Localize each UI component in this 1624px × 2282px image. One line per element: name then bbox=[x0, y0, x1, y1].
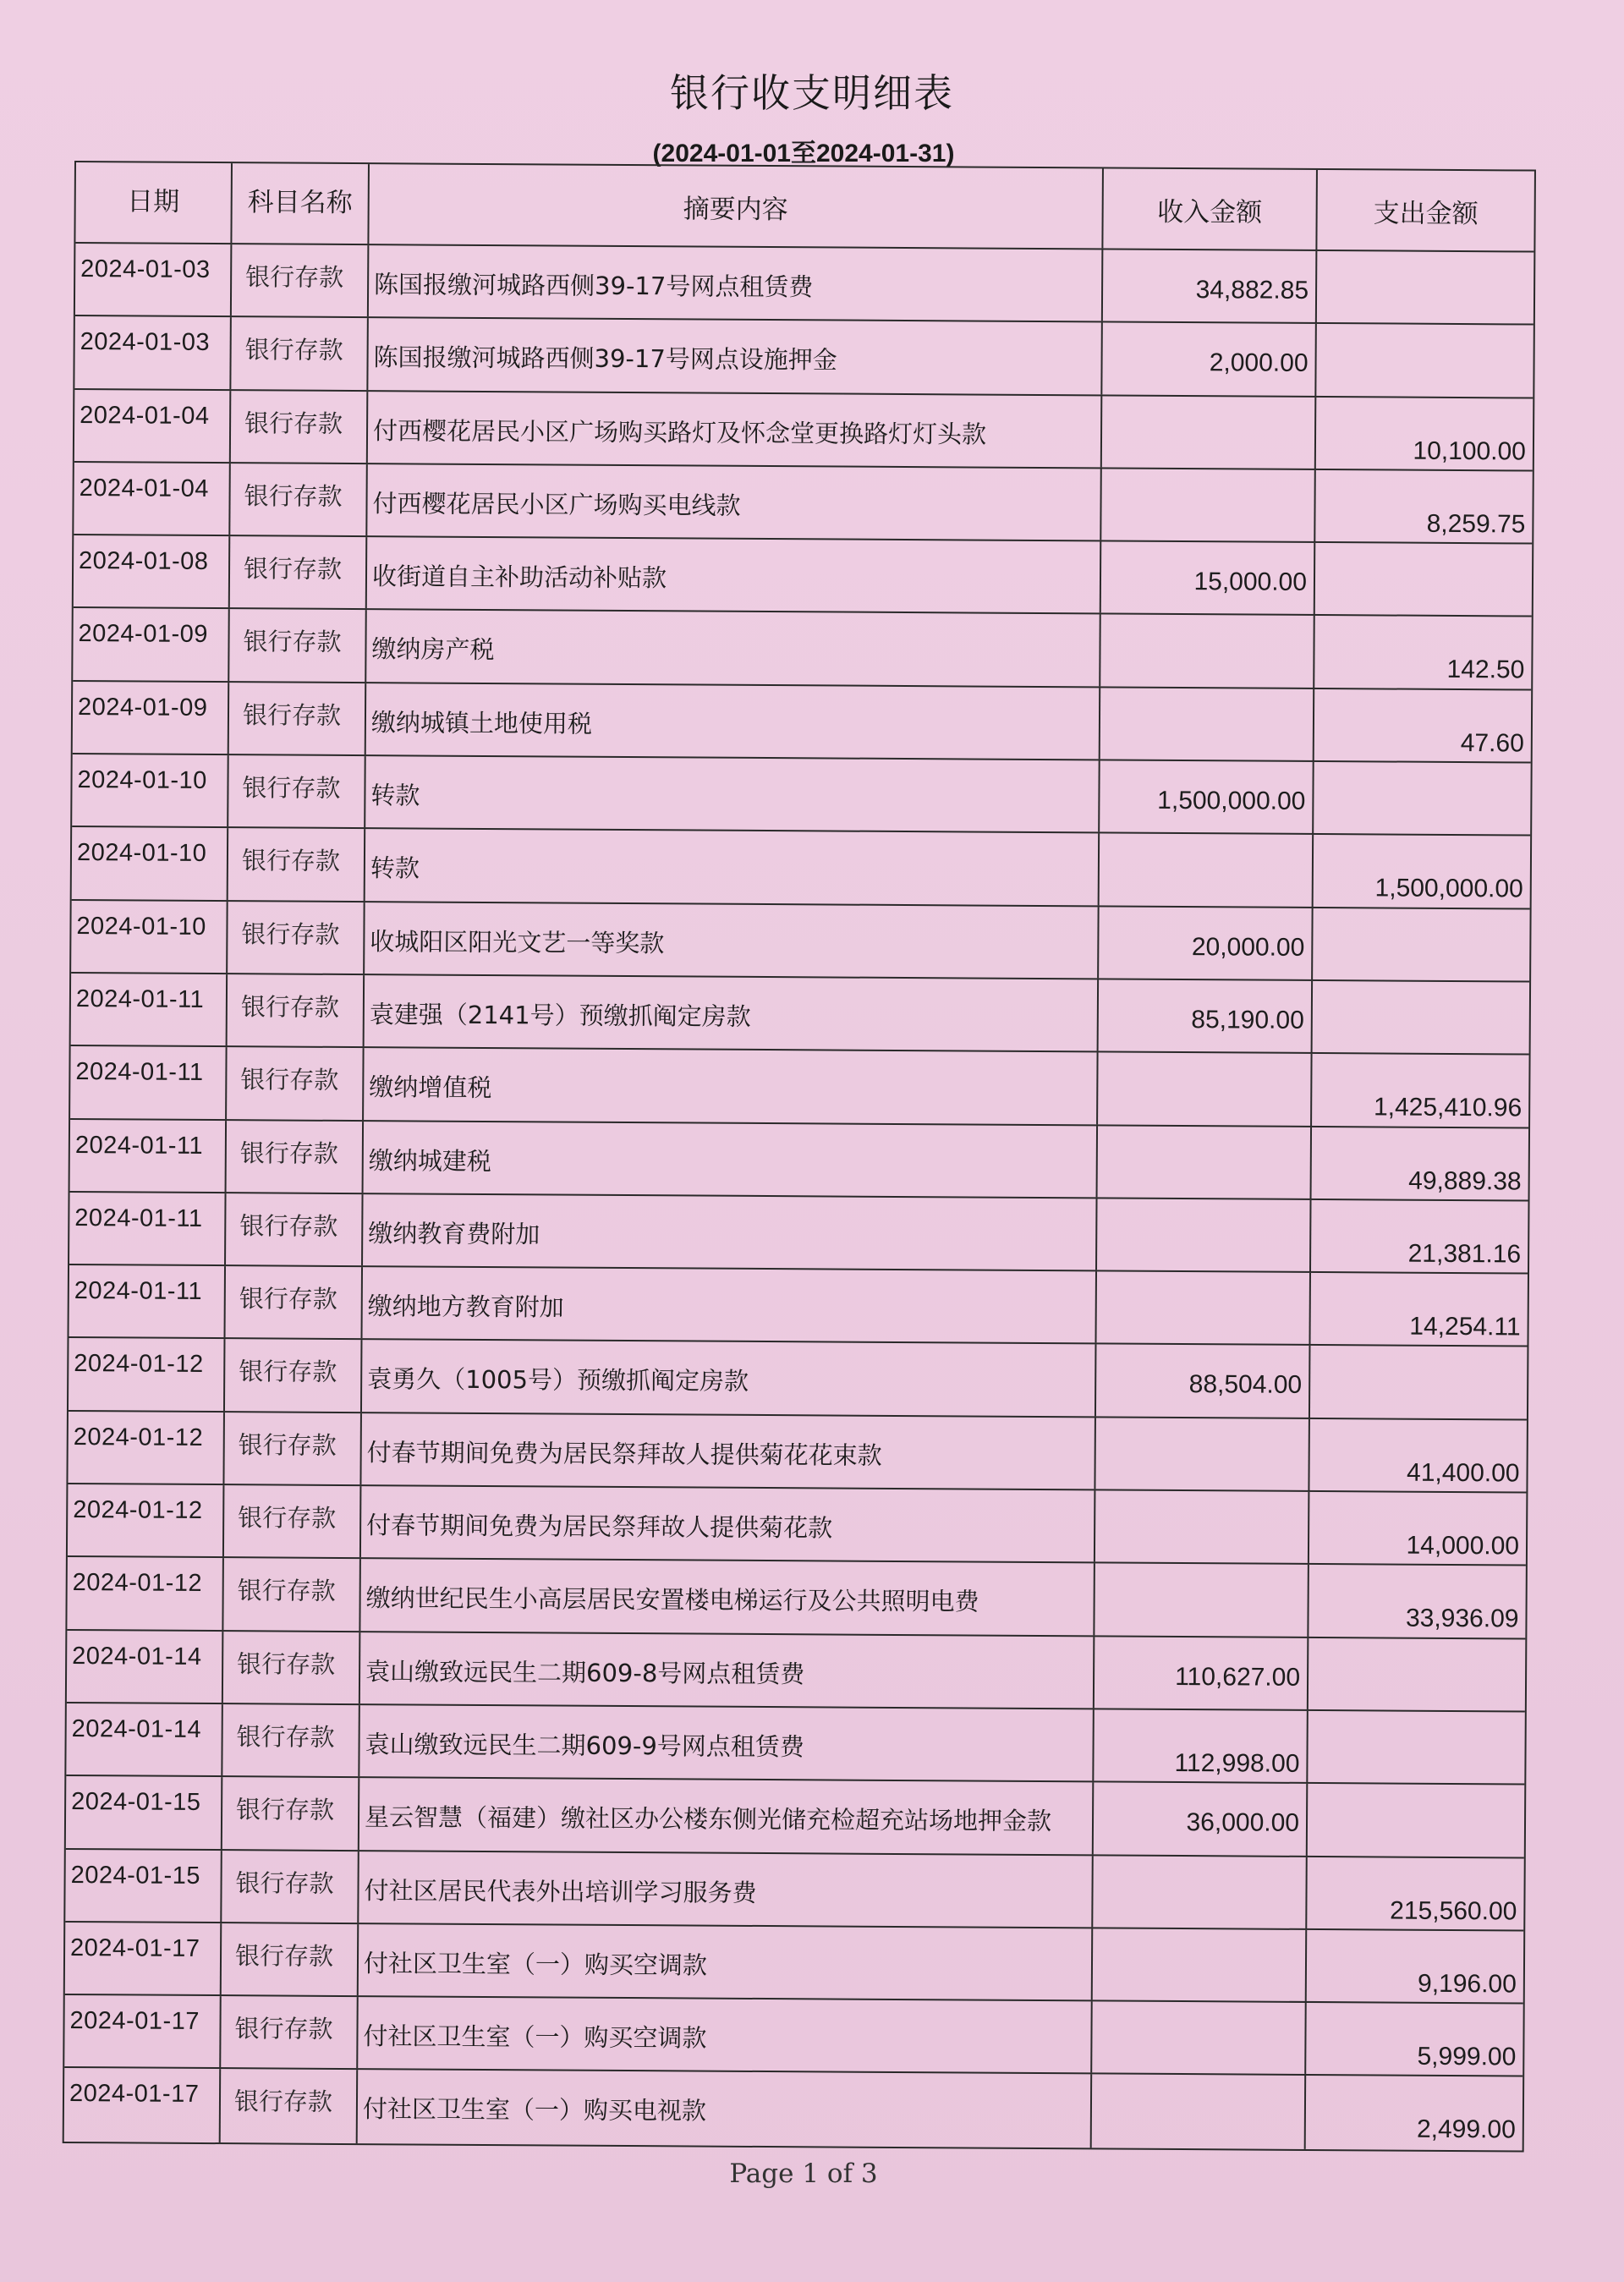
row-income: 85,190.00 bbox=[1099, 979, 1314, 1052]
table-row bbox=[71, 901, 1529, 983]
row-subject: 银行存款 bbox=[221, 1996, 359, 2068]
row-subject: 银行存款 bbox=[221, 2070, 359, 2143]
ledger-table bbox=[63, 161, 1536, 2152]
table-row bbox=[65, 1850, 1523, 1932]
row-summary: 转款 bbox=[365, 829, 1100, 905]
row-expense bbox=[1315, 543, 1533, 616]
row-expense bbox=[1308, 1784, 1525, 1857]
row-subject: 银行存款 bbox=[222, 1923, 359, 1995]
table-row bbox=[71, 974, 1529, 1056]
row-income bbox=[1093, 1928, 1308, 2001]
row-expense: 14,000.00 bbox=[1406, 1531, 1520, 1561]
row-expense bbox=[1313, 981, 1530, 1054]
table-row bbox=[65, 1923, 1523, 2005]
row-income: 15,000.00 bbox=[1101, 542, 1316, 615]
row-summary: 缴纳城建税 bbox=[364, 1122, 1098, 1198]
row-date: 2024-01-12 bbox=[67, 1557, 224, 1629]
table-row bbox=[66, 1703, 1524, 1786]
row-income bbox=[1093, 1856, 1308, 1928]
row-subject: 银行存款 bbox=[230, 536, 368, 608]
row-date: 2024-01-17 bbox=[65, 1923, 222, 1994]
row-summary: 缴纳世纪民生小高层居民安置楼电梯运行及公共照明电费 bbox=[360, 1559, 1095, 1635]
table-row bbox=[74, 535, 1532, 617]
table-row bbox=[70, 1046, 1528, 1128]
table-row bbox=[75, 244, 1533, 326]
row-income: 36,000.00 bbox=[1094, 1783, 1309, 1856]
row-subject: 银行存款 bbox=[226, 1193, 364, 1265]
header-income: 收入金额 bbox=[1103, 168, 1318, 250]
row-summary: 收街道自主补助活动补贴款 bbox=[367, 537, 1101, 613]
row-subject: 银行存款 bbox=[222, 1777, 360, 1849]
row-date: 2024-01-11 bbox=[69, 1265, 227, 1337]
table-row bbox=[64, 1995, 1522, 2077]
table-row bbox=[73, 608, 1531, 690]
row-subject: 银行存款 bbox=[224, 1413, 362, 1484]
table-row bbox=[74, 463, 1532, 545]
row-expense bbox=[1317, 251, 1534, 324]
row-expense bbox=[1310, 1346, 1528, 1418]
row-income bbox=[1100, 615, 1315, 688]
header-expense: 支出金额 bbox=[1373, 197, 1479, 229]
row-income: 110,627.00 bbox=[1095, 1637, 1309, 1709]
row-subject: 银行存款 bbox=[223, 1558, 361, 1630]
row-date: 2024-01-03 bbox=[74, 316, 232, 388]
table-row bbox=[72, 754, 1530, 837]
page-footer: Page 1 of 3 bbox=[729, 2159, 878, 2189]
row-income bbox=[1098, 1053, 1313, 1126]
row-income: 1,500,000.00 bbox=[1100, 760, 1314, 833]
table-row bbox=[70, 1120, 1528, 1202]
row-summary: 缴纳地方教育附加 bbox=[362, 1267, 1096, 1343]
row-summary: 袁建强（2141号）预缴抓阄定房款 bbox=[365, 975, 1099, 1051]
row-date: 2024-01-12 bbox=[68, 1484, 225, 1556]
row-date: 2024-01-11 bbox=[70, 1120, 228, 1192]
row-income bbox=[1092, 2002, 1307, 2075]
row-date: 2024-01-14 bbox=[67, 1631, 224, 1703]
table-row bbox=[67, 1631, 1525, 1713]
row-date: 2024-01-14 bbox=[66, 1703, 223, 1775]
header-summary: 摘要内容 bbox=[369, 164, 1104, 248]
report-title: 银行收支明细表 bbox=[670, 70, 954, 116]
row-summary: 缴纳增值税 bbox=[364, 1048, 1098, 1124]
row-subject: 银行存款 bbox=[225, 1340, 363, 1412]
row-date: 2024-01-08 bbox=[74, 535, 231, 607]
row-expense bbox=[1314, 762, 1531, 835]
row-summary: 袁山缴致远民生二期609-9号网点租赁费 bbox=[359, 1705, 1094, 1781]
row-expense bbox=[1308, 1711, 1525, 1784]
row-date: 2024-01-11 bbox=[70, 1046, 228, 1118]
row-summary: 付西樱花居民小区广场购买路灯及怀念堂更换路灯灯头款 bbox=[368, 392, 1102, 468]
row-date: 2024-01-04 bbox=[74, 463, 231, 535]
row-expense: 2,499.00 bbox=[1416, 2115, 1516, 2144]
row-summary: 缴纳城镇土地使用税 bbox=[366, 683, 1100, 760]
row-date: 2024-01-11 bbox=[71, 974, 228, 1045]
row-summary: 陈国报缴河城路西侧39-17号网点设施押金 bbox=[368, 318, 1102, 394]
header-date: 日期 bbox=[75, 162, 233, 243]
row-summary: 付西樱花居民小区广场购买电线款 bbox=[367, 464, 1101, 540]
row-income bbox=[1097, 1199, 1312, 1271]
row-date: 2024-01-09 bbox=[73, 608, 230, 680]
row-date: 2024-01-04 bbox=[74, 390, 232, 462]
row-income: 20,000.00 bbox=[1099, 907, 1314, 979]
row-income bbox=[1101, 469, 1316, 541]
row-income bbox=[1100, 834, 1314, 907]
row-expense: 8,259.75 bbox=[1426, 509, 1526, 539]
table-header-row bbox=[75, 162, 1534, 253]
row-subject: 银行存款 bbox=[228, 974, 365, 1046]
table-row bbox=[69, 1193, 1528, 1275]
table-row bbox=[68, 1484, 1526, 1566]
row-date: 2024-01-10 bbox=[72, 827, 229, 899]
row-summary: 付春节期间免费为居民祭拜故人提供菊花花束款 bbox=[361, 1413, 1095, 1489]
table-row bbox=[66, 1776, 1524, 1858]
date-range: (2024-01-01至2024-01-31) bbox=[652, 140, 955, 167]
row-income bbox=[1098, 1126, 1313, 1199]
row-subject: 银行存款 bbox=[229, 683, 367, 754]
row-expense: 47.60 bbox=[1460, 728, 1524, 758]
row-income: 112,998.00 bbox=[1094, 1709, 1309, 1782]
row-expense: 33,936.09 bbox=[1405, 1604, 1519, 1633]
table-row bbox=[73, 682, 1531, 764]
row-subject: 银行存款 bbox=[231, 317, 369, 389]
row-expense: 1,500,000.00 bbox=[1374, 874, 1523, 903]
row-subject: 银行存款 bbox=[226, 1266, 364, 1338]
row-income bbox=[1092, 2075, 1307, 2149]
row-income: 2,000.00 bbox=[1102, 323, 1317, 396]
row-subject: 银行存款 bbox=[231, 391, 369, 463]
row-subject: 银行存款 bbox=[228, 902, 365, 974]
header-subject: 科目名称 bbox=[232, 163, 370, 244]
row-summary: 付社区卫生室（一）购买空调款 bbox=[358, 1997, 1092, 2073]
row-expense: 41,400.00 bbox=[1406, 1458, 1520, 1488]
row-summary: 缴纳房产税 bbox=[366, 611, 1100, 687]
row-expense bbox=[1309, 1638, 1526, 1711]
row-subject: 银行存款 bbox=[232, 244, 370, 316]
row-summary: 陈国报缴河城路西侧39-17号网点租赁费 bbox=[369, 245, 1103, 321]
row-subject: 银行存款 bbox=[227, 1047, 365, 1119]
table-row bbox=[64, 2068, 1522, 2150]
table-row bbox=[72, 827, 1530, 909]
row-summary: 付春节期间免费为居民祭拜故人提供菊花款 bbox=[361, 1486, 1095, 1562]
row-subject: 银行存款 bbox=[227, 1121, 365, 1193]
row-date: 2024-01-10 bbox=[72, 754, 229, 826]
row-income bbox=[1102, 396, 1317, 469]
row-date: 2024-01-17 bbox=[64, 2068, 222, 2142]
row-income bbox=[1096, 1272, 1311, 1345]
row-date: 2024-01-15 bbox=[65, 1850, 222, 1922]
row-expense: 14,254.11 bbox=[1409, 1312, 1521, 1341]
row-summary: 付社区卫生室（一）购买电视款 bbox=[358, 2071, 1093, 2148]
row-date: 2024-01-17 bbox=[64, 1995, 222, 2067]
row-expense: 5,999.00 bbox=[1417, 2042, 1517, 2071]
row-expense bbox=[1313, 908, 1530, 981]
row-income bbox=[1095, 1564, 1309, 1637]
row-summary: 付社区卫生室（一）购买空调款 bbox=[359, 1924, 1093, 2000]
row-income bbox=[1100, 688, 1315, 760]
row-subject: 银行存款 bbox=[230, 464, 368, 535]
row-summary: 缴纳教育费附加 bbox=[363, 1194, 1097, 1270]
row-subject: 银行存款 bbox=[223, 1632, 361, 1703]
row-expense: 215,560.00 bbox=[1390, 1896, 1517, 1925]
row-income: 34,882.85 bbox=[1103, 250, 1318, 322]
row-date: 2024-01-15 bbox=[66, 1776, 223, 1848]
row-subject: 银行存款 bbox=[228, 829, 366, 901]
row-income: 88,504.00 bbox=[1096, 1345, 1311, 1418]
row-expense: 49,889.38 bbox=[1408, 1166, 1522, 1196]
row-expense: 21,381.16 bbox=[1407, 1239, 1522, 1269]
row-summary: 袁勇久（1005号）预缴抓阄定房款 bbox=[362, 1341, 1096, 1417]
row-summary: 星云智慧（福建）缴社区办公楼东侧光储充检超充站场地押金款 bbox=[359, 1778, 1094, 1854]
row-subject: 银行存款 bbox=[224, 1485, 362, 1557]
row-expense: 1,425,410.96 bbox=[1373, 1093, 1522, 1122]
row-income bbox=[1095, 1490, 1310, 1563]
row-expense: 142.50 bbox=[1446, 656, 1525, 684]
table-row bbox=[67, 1557, 1525, 1639]
row-summary: 袁山缴致远民生二期609-8号网点租赁费 bbox=[360, 1632, 1095, 1709]
row-subject: 银行存款 bbox=[229, 610, 367, 682]
table-row bbox=[74, 316, 1533, 398]
table-row bbox=[74, 390, 1533, 472]
row-subject: 银行存款 bbox=[222, 1851, 359, 1923]
row-date: 2024-01-09 bbox=[73, 682, 230, 754]
row-date: 2024-01-11 bbox=[69, 1193, 227, 1264]
row-date: 2024-01-10 bbox=[71, 901, 228, 973]
row-date: 2024-01-12 bbox=[69, 1338, 226, 1410]
table-row bbox=[69, 1338, 1527, 1420]
row-expense bbox=[1316, 324, 1533, 397]
row-summary: 转款 bbox=[365, 756, 1100, 832]
table-row bbox=[68, 1412, 1526, 1494]
row-date: 2024-01-12 bbox=[68, 1412, 225, 1484]
row-date: 2024-01-03 bbox=[75, 244, 233, 315]
row-subject: 银行存款 bbox=[228, 755, 366, 827]
row-expense: 9,196.00 bbox=[1417, 1969, 1517, 1999]
table-row bbox=[69, 1265, 1527, 1347]
row-expense: 10,100.00 bbox=[1413, 436, 1527, 466]
row-summary: 付社区居民代表外出培训学习服务费 bbox=[359, 1851, 1093, 1928]
row-subject: 银行存款 bbox=[222, 1704, 360, 1776]
row-summary: 收城阳区阳光文艺一等奖款 bbox=[365, 902, 1099, 979]
row-income bbox=[1095, 1418, 1310, 1490]
